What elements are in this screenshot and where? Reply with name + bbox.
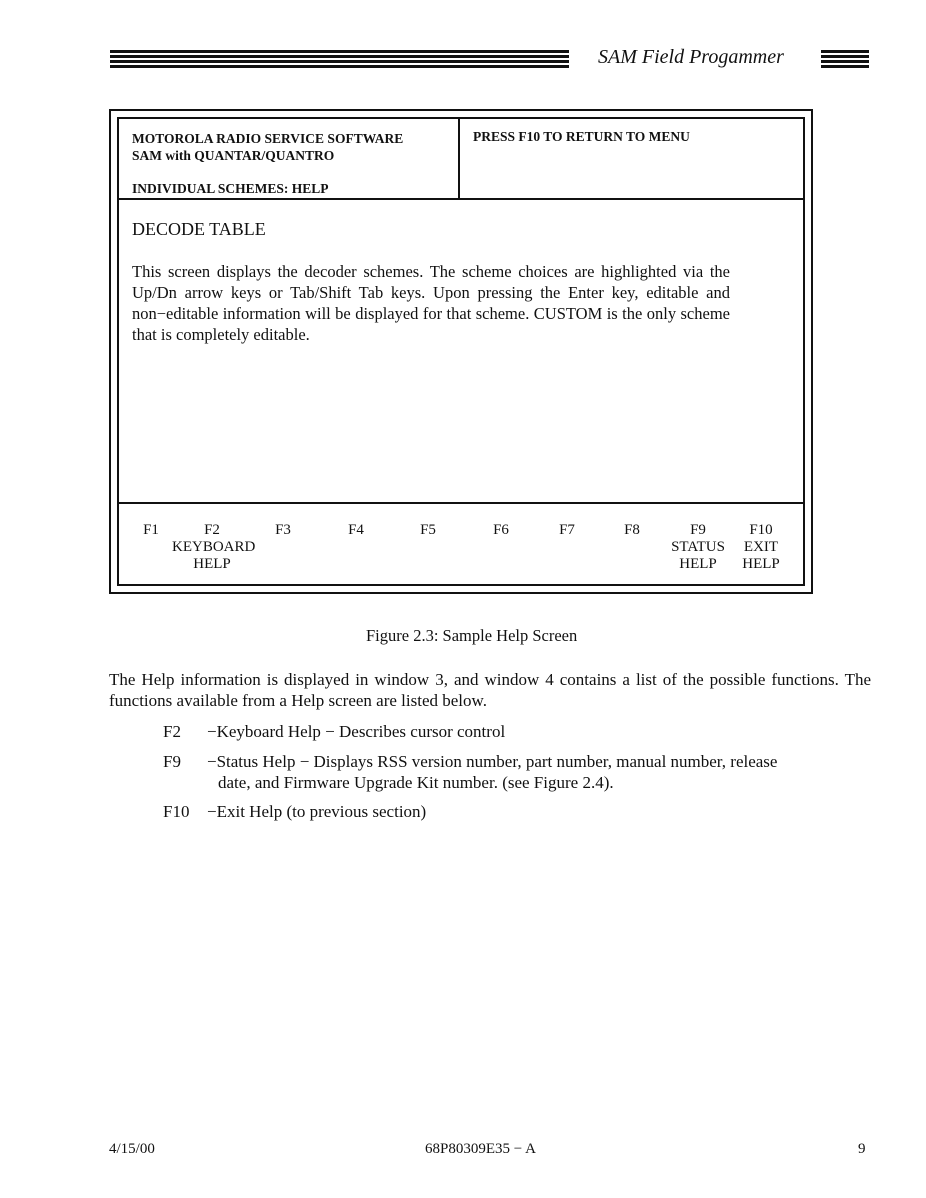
running-title: SAM Field Progammer	[598, 46, 784, 68]
page-number: 9	[858, 1141, 866, 1157]
function-key-f4	[316, 522, 396, 539]
intro-paragraph: The Help information is displayed in window 3, and window 4 contains a list of the possible functions. The functions available from a Help screen are listed below.	[109, 670, 871, 710]
function-key-label: F4	[348, 522, 364, 538]
sample-help-screen	[109, 109, 813, 594]
screen-header-window	[119, 119, 803, 200]
function-description	[207, 721, 505, 742]
function-key-f5	[388, 522, 468, 539]
software-name: MOTOROLA RADIO SERVICE SOFTWARE	[132, 131, 404, 146]
function-key-label: F5	[420, 522, 436, 538]
help-heading: DECODE TABLE	[132, 219, 266, 239]
function-key-caption: HELP	[742, 556, 780, 572]
software-product: SAM with QUANTAR/QUANTRO	[132, 148, 335, 163]
software-title-window	[119, 119, 460, 198]
function-key: F9	[163, 752, 181, 771]
function-key-label: F6	[493, 522, 509, 538]
function-key-caption: EXIT	[743, 539, 779, 555]
function-description	[207, 751, 777, 793]
function-key-caption: STATUS	[671, 539, 725, 555]
function-description	[207, 801, 426, 822]
function-key-f2	[172, 522, 256, 573]
header-rule-right	[821, 50, 869, 70]
function-key-label: F7	[559, 522, 575, 538]
help-text: This screen displays the decoder schemes. The scheme choices are highlighted via the Up/Dn arrow keys or Tab/Shift Tab keys. Upon pressing the Enter key, editable and non−editable information will be displayed for that scheme. CUSTOM is the only scheme that is completely editable.	[132, 262, 730, 344]
function-key-f10	[721, 522, 801, 573]
function-key-caption: HELP	[193, 556, 231, 572]
function-key-caption: KEYBOARD	[172, 539, 256, 555]
function-key-label: F9	[690, 522, 706, 538]
function-description-line: −Keyboard Help − Describes cursor control	[207, 722, 506, 741]
function-description-line: −Status Help − Displays RSS version number, part number, manual number, release	[207, 752, 778, 771]
function-key: F2	[163, 722, 181, 741]
function-key-label: F3	[275, 522, 291, 538]
function-key-f3	[243, 522, 323, 539]
function-key-label: F2	[204, 522, 220, 538]
return-hint: PRESS F10 TO RETURN TO MENU	[473, 129, 690, 144]
function-key-label: F1	[143, 522, 159, 538]
function-description-line: date, and Firmware Upgrade Kit number. (see Figure 2.4).	[218, 773, 614, 792]
screen-context: INDIVIDUAL SCHEMES: HELP	[132, 181, 329, 196]
function-key-bar	[119, 504, 803, 584]
footer-date: 4/15/00	[109, 1141, 155, 1157]
function-key-caption: HELP	[679, 556, 717, 572]
header-rule-left	[110, 50, 569, 70]
figure-caption: Figure 2.3: Sample Help Screen	[366, 626, 578, 645]
screen-frame	[117, 117, 805, 586]
help-window	[119, 200, 803, 504]
function-description-line: −Exit Help (to previous section)	[207, 802, 427, 821]
function-key-label: F8	[624, 522, 640, 538]
function-key-label: F10	[749, 522, 773, 538]
footer-doc-number: 68P80309E35 − A	[425, 1141, 536, 1157]
function-key: F10	[163, 802, 190, 821]
